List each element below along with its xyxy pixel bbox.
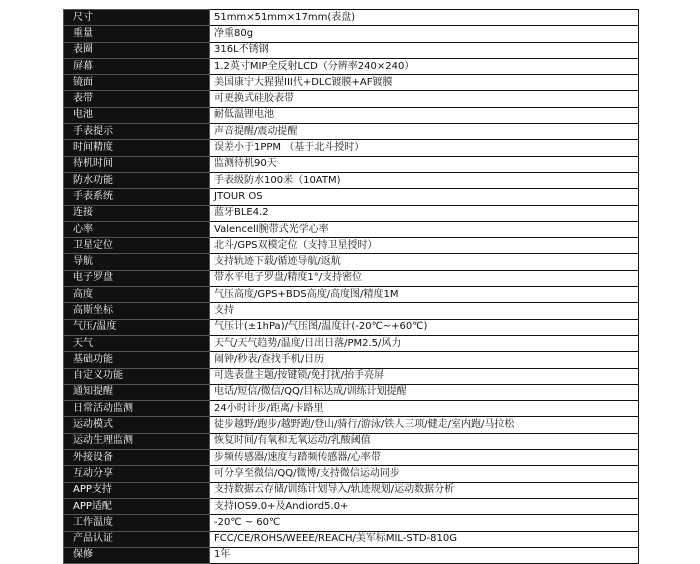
spec-row [64,482,639,498]
spec-value: 1.2英寸MIP全反射LCD（分辨率240×240） [210,58,639,74]
spec-value: 手表级防水100米（10ATM) [210,172,639,188]
spec-value: 支持数据云存储/训练计划导入/轨迹规划/运动数据分析 [210,482,639,498]
spec-label: 导航 [64,254,210,270]
spec-row [64,287,639,303]
spec-value: 美国康宁大猩猩III代+DLC镀膜+AF镀膜 [210,75,639,91]
spec-label: 电子罗盘 [64,270,210,286]
spec-label: 高斯坐标 [64,303,210,319]
spec-value: FCC/CE/ROHS/WEEE/REACH/美军标MIL-STD-810G [210,531,639,547]
spec-value: 51mm×51mm×17mm(表盘) [210,10,639,26]
spec-value: 恢复时间/有氧和无氧运动/乳酸阈值 [210,433,639,449]
spec-label: 卫星定位 [64,238,210,254]
spec-value: -20℃ ~ 60℃ [210,515,639,531]
spec-row [64,417,639,433]
spec-row [64,58,639,74]
spec-row [64,319,639,335]
spec-label: 镜面 [64,75,210,91]
spec-label: 表圈 [64,42,210,58]
spec-row [64,172,639,188]
spec-label: 手表提示 [64,124,210,140]
spec-label: 手表系统 [64,189,210,205]
spec-row [64,205,639,221]
spec-row [64,42,639,58]
spec-row [64,221,639,237]
spec-label: 待机时间 [64,156,210,172]
spec-label: 高度 [64,287,210,303]
spec-value: 气压计(±1hPa)/气压图/温度计(-20℃~+60℃) [210,319,639,335]
spec-row [64,238,639,254]
spec-value: 监测待机90天 [210,156,639,172]
spec-row [64,189,639,205]
spec-label: 防水功能 [64,172,210,188]
spec-value: 步频传感器/速度与踏频传感器/心率带 [210,450,639,466]
spec-row [64,547,639,563]
spec-value: 气压高度/GPS+BDS高度/高度图/精度1M [210,287,639,303]
spec-row [64,156,639,172]
spec-value: 电话/短信/微信/QQ/目标达成/训练计划提醒 [210,384,639,400]
spec-value: 耐低温锂电池 [210,107,639,123]
spec-value: 北斗/GPS双模定位（支持卫星授时） [210,238,639,254]
spec-row [64,335,639,351]
spec-row [64,107,639,123]
spec-label: 外接设备 [64,450,210,466]
spec-label: 表带 [64,91,210,107]
spec-row [64,515,639,531]
spec-label: 屏幕 [64,58,210,74]
spec-label: 产品认证 [64,531,210,547]
spec-label: 基础功能 [64,352,210,368]
spec-row [64,384,639,400]
spec-row [64,26,639,42]
spec-label: 气压/温度 [64,319,210,335]
spec-row [64,303,639,319]
spec-value: 支持IOS9.0+及Andiord5.0+ [210,498,639,514]
spec-value: 闹钟/秒表/查找手机/日历 [210,352,639,368]
spec-label: 连接 [64,205,210,221]
spec-label: 自定义功能 [64,368,210,384]
spec-value: 24小时计步/距离/卡路里 [210,401,639,417]
spec-value: 带水平电子罗盘/精度1°/支持密位 [210,270,639,286]
spec-row [64,352,639,368]
spec-value: 天气/天气趋势/温度/日出日落/PM2.5/风力 [210,335,639,351]
spec-value: 1年 [210,547,639,563]
spec-row [64,75,639,91]
spec-label: 通知提醒 [64,384,210,400]
spec-label: 工作温度 [64,515,210,531]
spec-row [64,254,639,270]
spec-row [64,270,639,286]
spec-value: 可分享至微信/QQ/微博/支持微信运动同步 [210,466,639,482]
spec-label: APP支持 [64,482,210,498]
spec-label: 心率 [64,221,210,237]
spec-value: 316L不锈钢 [210,42,639,58]
spec-value: 徒步越野/跑步/越野跑/登山/骑行/游泳/铁人三项/健走/室内跑/马拉松 [210,417,639,433]
spec-label: 日常活动监测 [64,401,210,417]
spec-row [64,531,639,547]
spec-row [64,401,639,417]
spec-row [64,124,639,140]
spec-table-body [64,10,639,564]
spec-row [64,498,639,514]
spec-value: JTOUR OS [210,189,639,205]
spec-row [64,91,639,107]
spec-value: Valencell腕带式光学心率 [210,221,639,237]
spec-label: 尺寸 [64,10,210,26]
spec-row [64,140,639,156]
spec-label: APP适配 [64,498,210,514]
spec-label: 互动分享 [64,466,210,482]
spec-row [64,368,639,384]
spec-value: 声音提醒/震动提醒 [210,124,639,140]
spec-value: 支持轨迹下载/循迹导航/返航 [210,254,639,270]
spec-label: 时间精度 [64,140,210,156]
spec-value: 蓝牙BLE4.2 [210,205,639,221]
spec-row [64,433,639,449]
spec-row [64,10,639,26]
spec-label: 重量 [64,26,210,42]
spec-value: 误差小于1PPM （基于北斗授时） [210,140,639,156]
spec-label: 天气 [64,335,210,351]
spec-value: 可更换式硅胶表带 [210,91,639,107]
spec-label: 运动生理监测 [64,433,210,449]
spec-label: 运动模式 [64,417,210,433]
spec-value: 可选表盘主题/按键锁/免打扰/抬手亮屏 [210,368,639,384]
spec-row [64,450,639,466]
spec-label: 保修 [64,547,210,563]
spec-label: 电池 [64,107,210,123]
spec-table [63,9,639,564]
spec-value: 支持 [210,303,639,319]
spec-row [64,466,639,482]
spec-value: 净重80g [210,26,639,42]
